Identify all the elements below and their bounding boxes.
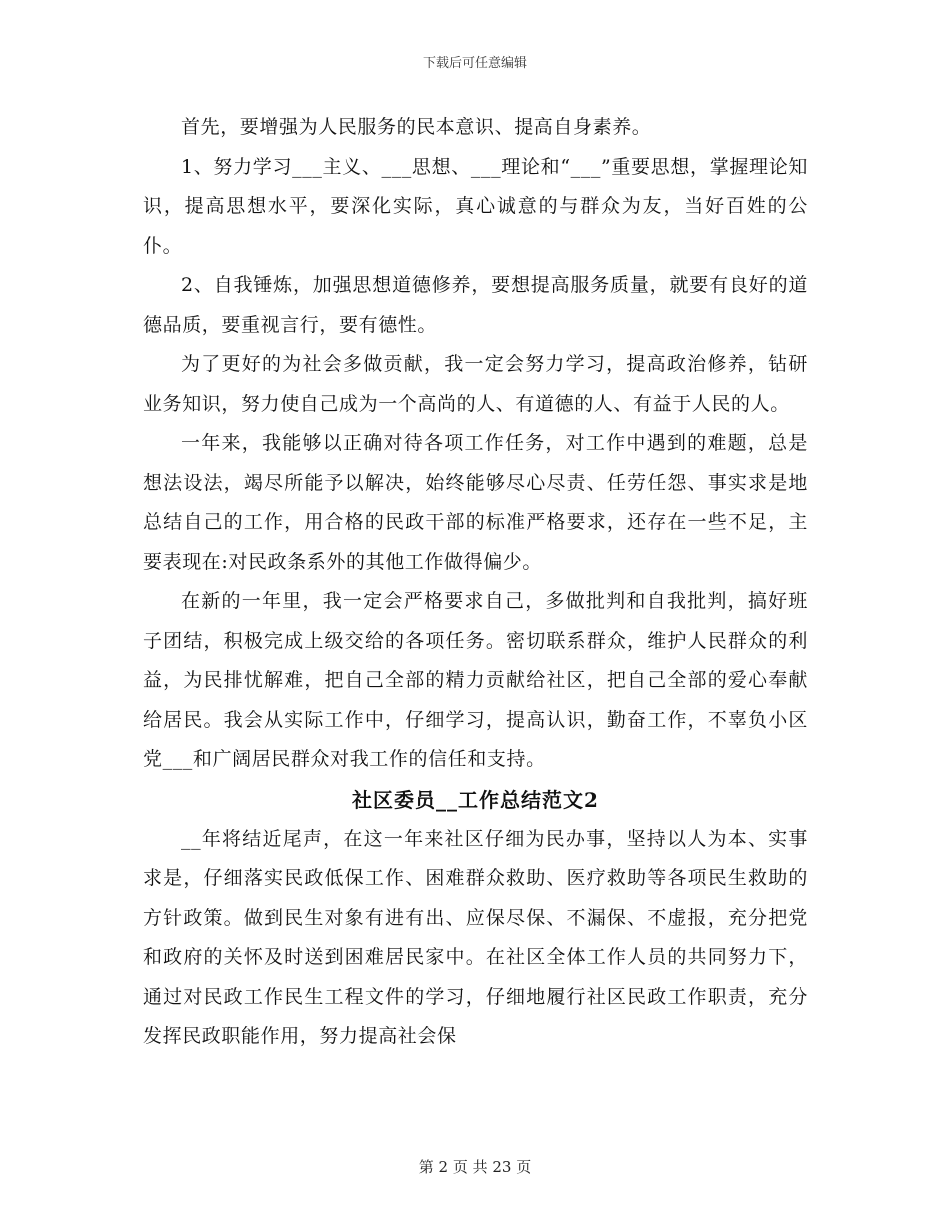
page-header: 下载后可任意编辑: [422, 56, 527, 71]
paragraph: 为了更好的为社会多做贡献，我一定会努力学习，提高政治修养，钻研业务知识，努力使自己成为一个高尚的人、有道德的人、有益于人民的人。: [143, 353, 808, 415]
paragraph: __年将结近尾声，在这一年来社区仔细为民办事，坚持以人为本、实事求是，仔细落实民政低保工作、困难群众救助、医疗救助等各项民生救助的方针政策。做到民生对象有进有出、应保尽保、不漏保、不虚报，充分把党和政府的关怀及时送到困难居民家中。在社区全体工作人员的共同努力下，通过对民政工作民生工程文件的学习，仔细地履行社区民政工作职责，充分发挥民政职能作用，努力提高社会保: [143, 827, 808, 1047]
paragraph: 2、自我锤炼，加强思想道德修养，要想提高服务质量，就要有良好的道德品质，要重视言行，要有德性。: [143, 274, 808, 336]
paragraph: 首先，要增强为人民服务的民本意识、提高自身素养。: [181, 116, 652, 138]
section-title: 社区委员__工作总结范文2: [352, 787, 599, 812]
page-footer: 第 2 页 共 23 页: [418, 1158, 532, 1176]
paragraph: 在新的一年里，我一定会严格要求自己，多做批判和自我批判，搞好班子团结，积极完成上级交给的各项任务。密切联系群众，维护人民群众的利益，为民排忧解难，把自己全部的精力贡献给社区，把自己全部的爱心奉献给居民。我会从实际工作中，仔细学习，提高认识，勤奋工作，不辜负小区党___和广阔居民群众对我工作的信任和支持。: [143, 590, 808, 770]
paragraph: 一年来，我能够以正确对待各项工作任务，对工作中遇到的难题，总是想法设法，竭尽所能予以解决，始终能够尽心尽责、任劳任怨、事实求是地总结自己的工作，用合格的民政干部的标准严格要求，还存在一些不足，主要表现在:对民政条系外的其他工作做得偏少。: [143, 432, 808, 573]
document-body: [143, 108, 808, 1057]
paragraph: 1、努力学习___主义、___思想、___理论和“___”重要思想，掌握理论知识，提高思想水平，要深化实际，真心诚意的与群众为友，当好百姓的公仆。: [143, 155, 808, 257]
